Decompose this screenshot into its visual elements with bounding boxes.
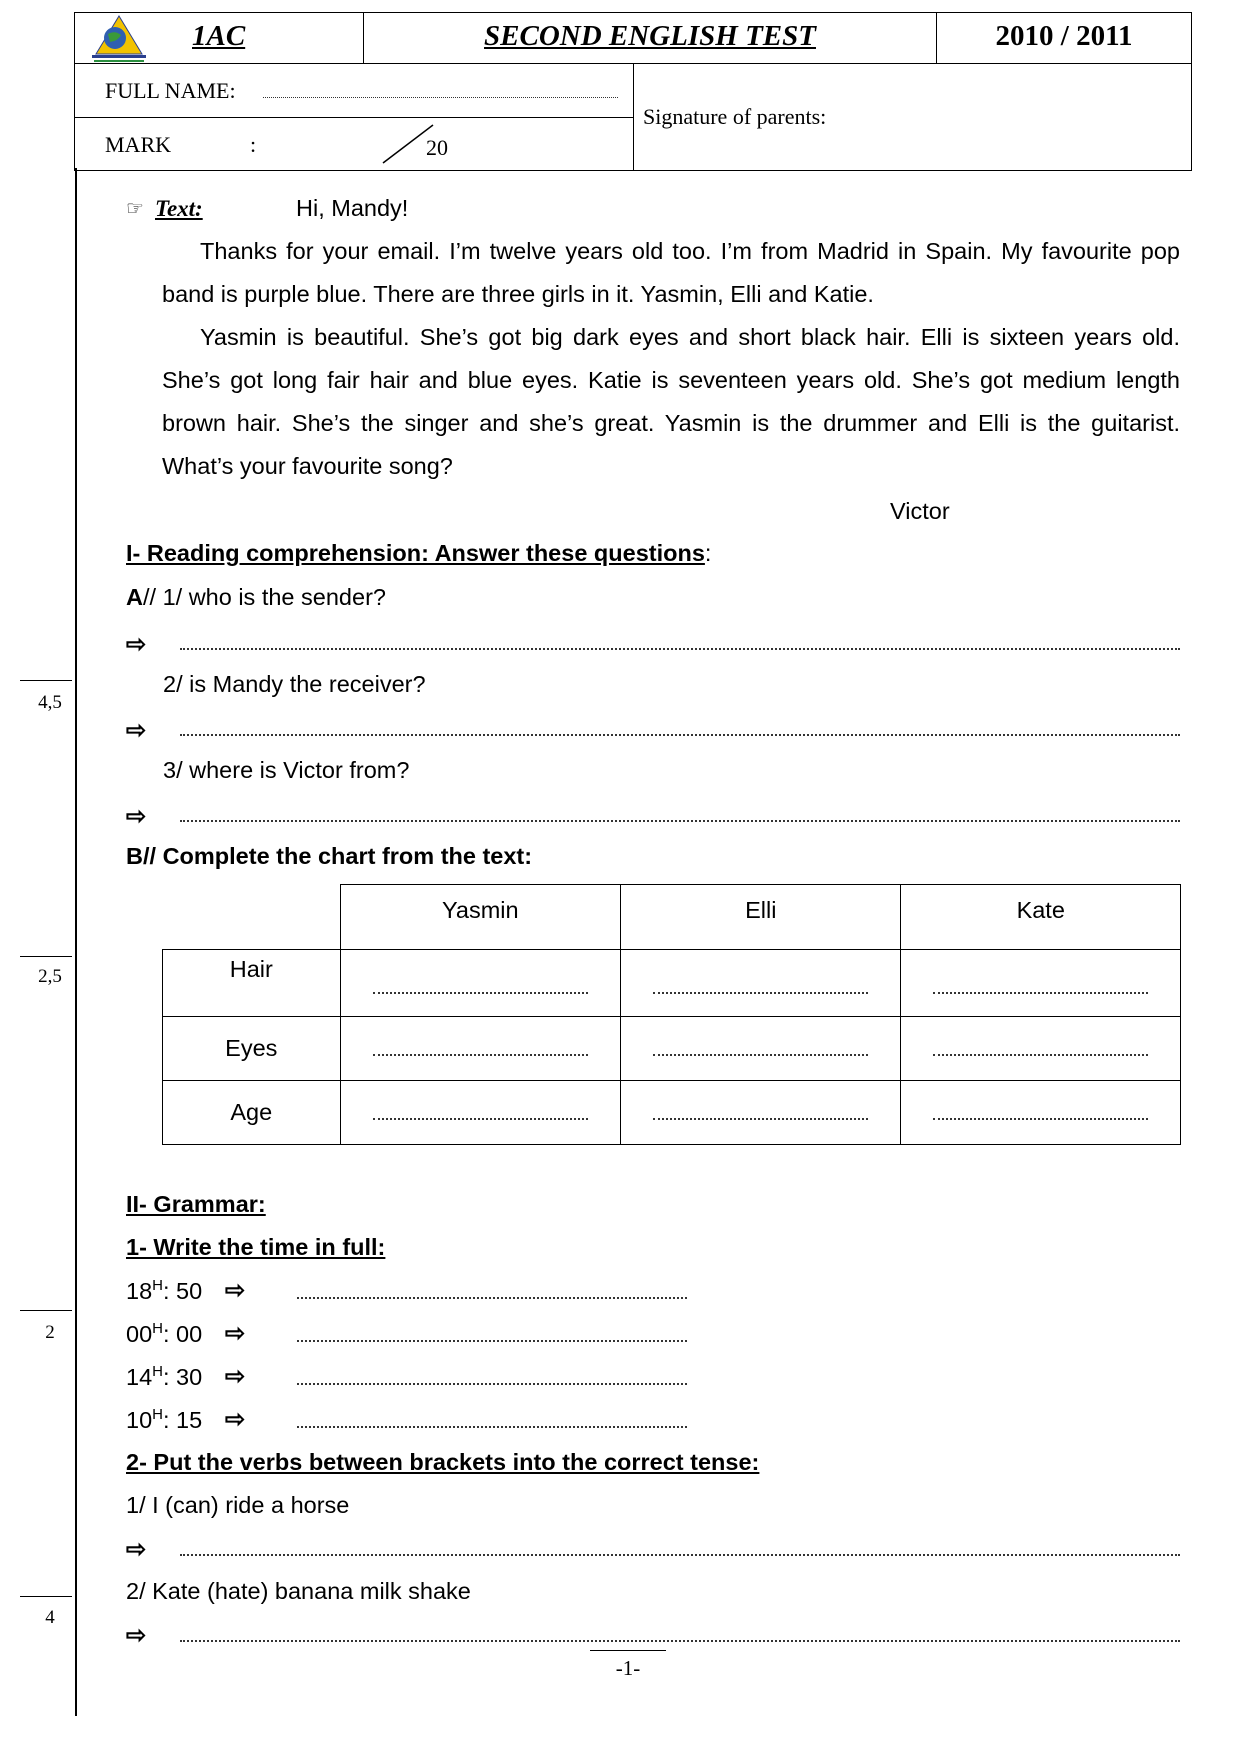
margin-score: 4,5 [38,692,62,713]
arrow-icon: ⇨ [126,717,147,744]
class-label: 1AC [192,20,246,52]
section-b-instruction: B// Complete the chart from the text: [126,843,533,869]
verb-answer-1-line[interactable] [180,1554,1180,1556]
letter-paragraph-1: Thanks for your email. I’m twelve years old too. I’m from Madrid in Spain. My favourite pop band is purple blue. There are three girls in it. Yasmin, Elli and Katie. [162,238,1180,307]
signature-label: Signature of parents: [643,104,827,129]
arrow-icon: ⇨ [225,1277,246,1304]
score-line [20,956,72,957]
description-chart [162,884,1181,1145]
verb-item-2: 2/ Kate (hate) banana milk shake [126,1578,471,1604]
chart-answer-cell[interactable] [621,1081,901,1145]
reading-heading: I- Reading comprehension: Answer these questions: [126,540,712,566]
verb-item-1: 1/ I (can) ride a horse [126,1492,350,1518]
grammar-heading: II- Grammar: [126,1191,266,1217]
question-1: A// 1/ who is the sender? [126,584,386,610]
score-line [20,1310,72,1311]
score-line [20,680,72,681]
chart-row-header: Hair [163,950,341,1017]
chart-answer-cell[interactable] [901,1017,1181,1081]
time-item: $18^H$: 50 [126,1277,203,1304]
chart-col-header: Elli [621,885,901,950]
mark-total: 20 [426,135,448,160]
chart-corner [163,885,341,950]
left-margin-line [75,168,77,1716]
time-answer-line[interactable] [297,1383,687,1385]
arrow-icon: ⇨ [126,1622,147,1649]
full-name-input-line[interactable] [263,97,618,98]
margin-score: 2 [45,1322,55,1343]
text-label: Text: [155,196,203,221]
arrow-icon: ⇨ [225,1320,246,1347]
question-2: 2/ is Mandy the receiver? [163,671,426,697]
chart-row-header: Age [163,1081,341,1145]
arrow-icon: ⇨ [225,1363,246,1390]
verb-answer-2-line[interactable] [180,1640,1180,1642]
chart-answer-cell[interactable] [901,950,1181,1017]
chart-answer-cell[interactable] [621,950,901,1017]
time-item: $14^H$: 30 [126,1363,203,1390]
mark-colon: : [250,132,257,157]
test-title: SECOND ENGLISH TEST [484,20,816,52]
answer-2-line[interactable] [180,734,1180,736]
chart-col-header: Yasmin [340,885,620,950]
answer-1-line[interactable] [180,648,1180,650]
time-answer-line[interactable] [297,1297,687,1299]
school-year: 2010 / 2011 [995,20,1133,52]
chart-answer-cell[interactable] [340,950,620,1017]
verb-task-heading: 2- Put the verbs between brackets into the correct tense: [126,1449,760,1475]
question-3: 3/ where is Victor from? [163,757,410,783]
time-item: $00^H$: 00 [126,1320,203,1347]
arrow-icon: ⇨ [126,631,147,658]
time-item: $10^H$: 15 [126,1406,203,1433]
school-logo [88,14,150,64]
hand-pointer-icon: ☞ [126,198,144,220]
arrow-icon: ⇨ [225,1406,246,1433]
mark-label: MARK [105,132,172,157]
time-answer-line[interactable] [297,1340,687,1342]
answer-3-line[interactable] [180,820,1180,822]
chart-answer-cell[interactable] [340,1017,620,1081]
letter-greeting: Hi, Mandy! [296,195,409,221]
chart-answer-cell[interactable] [621,1017,901,1081]
full-name-label: FULL NAME: [105,78,236,103]
chart-row-header: Eyes [163,1017,341,1081]
arrow-icon: ⇨ [126,803,147,830]
arrow-icon: ⇨ [126,1536,147,1563]
time-answer-line[interactable] [297,1426,687,1428]
letter-paragraph-2: Yasmin is beautiful. She’s got big dark eyes and short black hair. Elli is sixteen years old. She’s got long fair hair and blue eyes. Katie is seventeen years old. She’s got medium length brown hair. She’s the singer and she’s great. Yasmin is the drummer and Elli is the guitarist. What’s your favourite song? [162,324,1180,479]
page-number-rule [590,1650,666,1651]
chart-answer-cell[interactable] [901,1081,1181,1145]
letter-signoff: Victor [890,498,950,524]
margin-score: 2,5 [38,966,62,987]
chart-answer-cell[interactable] [340,1081,620,1145]
page-number: -1- [615,1656,641,1680]
time-task-heading: 1- Write the time in full: [126,1234,386,1260]
margin-score: 4 [45,1607,55,1628]
score-line [20,1596,72,1597]
chart-col-header: Kate [901,885,1181,950]
